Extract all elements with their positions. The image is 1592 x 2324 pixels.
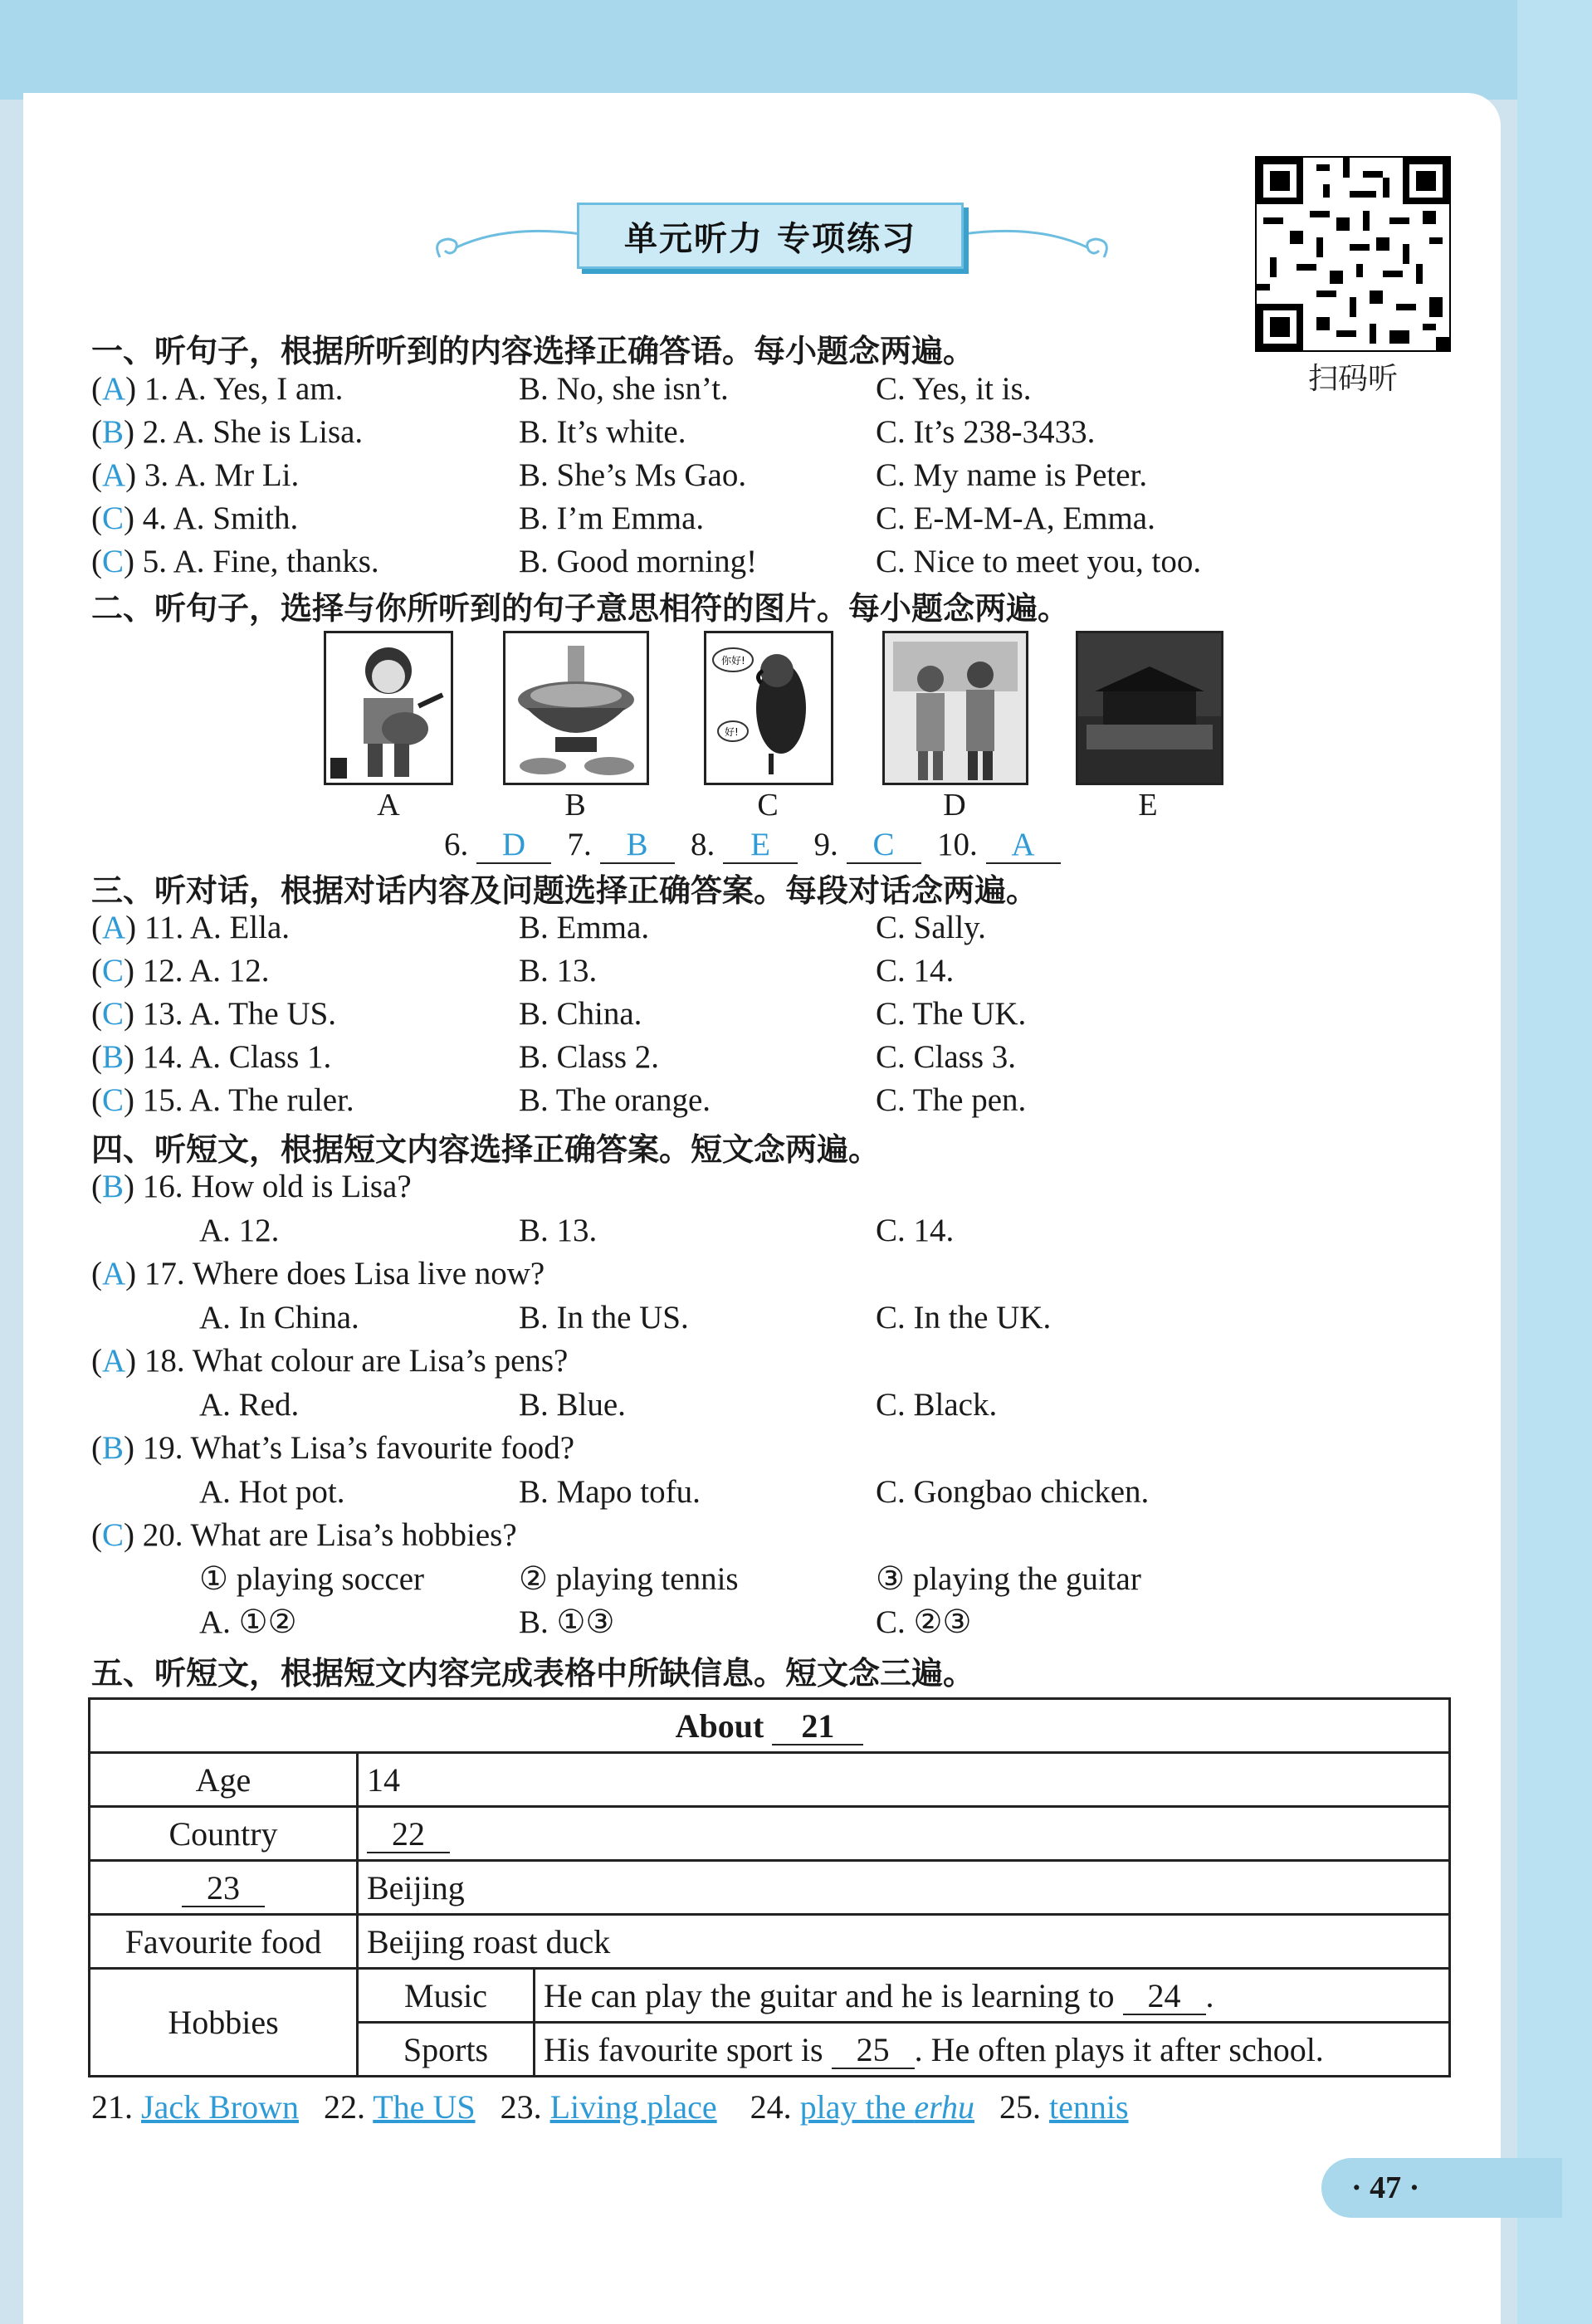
blank-25[interactable]: 25 <box>832 2033 915 2069</box>
music-cell <box>535 1969 1450 2023</box>
answer-choice[interactable]: A <box>102 910 126 945</box>
option-b: B. In the US. <box>519 1300 689 1335</box>
answer-choice[interactable]: A <box>102 1343 126 1379</box>
question-text: 18. What colour are Lisa’s pens? <box>144 1343 569 1379</box>
answer-choice[interactable]: C <box>102 1082 125 1118</box>
q7-number: 7. <box>567 827 592 862</box>
option-c: C. The pen. <box>876 1082 1027 1118</box>
option-c: C. Class 3. <box>876 1039 1017 1075</box>
q8-number: 8. <box>691 827 715 862</box>
picture-label-b: B <box>564 788 586 823</box>
q8-answer[interactable]: E <box>723 828 798 864</box>
a25-answer[interactable]: tennis <box>1048 2088 1129 2126</box>
option-a: 1. A. Yes, I am. <box>144 371 344 407</box>
picture-a-guitar-boy <box>324 631 453 785</box>
a22-answer[interactable]: The US <box>373 2088 476 2126</box>
q20-answer[interactable]: C <box>102 1517 125 1553</box>
section-5-answers <box>91 2087 1129 2126</box>
option-b: B. Emma. <box>519 910 650 945</box>
bubble-2-text: 好! <box>725 726 739 738</box>
option-a: 14. A. Class 1. <box>142 1039 332 1075</box>
picture-d-two-people <box>882 631 1028 785</box>
q20-hobby-2: ② playing tennis <box>519 1561 739 1597</box>
question-stem: (C) 15. A. The ruler. <box>91 1082 354 1118</box>
option-b: B. Blue. <box>519 1387 626 1423</box>
place-value: Beijing <box>358 1861 1450 1915</box>
option-b: B. She’s Ms Gao. <box>519 457 747 493</box>
section-5-heading: 五、听短文，根据短文内容完成表格中所缺信息。短文念三遍。 <box>91 1655 975 1692</box>
option-b: B. It’s white. <box>519 414 686 450</box>
a22-number: 22. <box>323 2088 365 2126</box>
answer-choice[interactable]: C <box>102 500 125 536</box>
option-a: A. Red. <box>199 1387 300 1423</box>
q20-hobby-1: ① playing soccer <box>199 1561 425 1597</box>
music-text-2: . <box>1205 1976 1214 2014</box>
question-stem: (A) 3. A. Mr Li. <box>91 457 300 493</box>
country-cell <box>358 1807 1450 1861</box>
option-b: B. Class 2. <box>519 1039 660 1075</box>
a21-number: 21. <box>91 2088 133 2126</box>
a24-answer-italic: erhu <box>914 2088 974 2126</box>
blank-21[interactable]: 21 <box>772 1709 863 1745</box>
question-stem: (B) 16. How old is Lisa? <box>91 1169 412 1204</box>
q6-number: 6. <box>444 827 469 862</box>
blank-24[interactable]: 24 <box>1123 1979 1206 2015</box>
option-c: C. The UK. <box>876 996 1027 1032</box>
answer-choice[interactable]: C <box>102 544 125 579</box>
question-stem: (C) 4. A. Smith. <box>91 500 299 536</box>
answer-choice[interactable]: C <box>102 996 125 1032</box>
q20-option-b: B. ①③ <box>519 1604 615 1640</box>
sports-label: Sports <box>358 2023 535 2077</box>
answer-choice[interactable]: C <box>102 953 125 989</box>
q20-option-c: C. ②③ <box>876 1604 972 1640</box>
option-a: 15. A. The ruler. <box>142 1082 354 1118</box>
option-c: C. Nice to meet you, too. <box>876 544 1202 579</box>
q10-answer[interactable]: A <box>986 828 1061 864</box>
section-2-heading: 二、听句子，选择与你所听到的句子意思相符的图片。每小题念两遍。 <box>91 590 1070 627</box>
option-a: 12. A. 12. <box>142 953 270 989</box>
country-label: Country <box>90 1807 358 1861</box>
a23-number: 23. <box>500 2088 542 2126</box>
option-a: 11. A. Ella. <box>144 910 291 945</box>
q9-number: 9. <box>813 827 838 862</box>
q6-answer[interactable]: D <box>476 828 551 864</box>
info-table <box>88 1697 1451 2077</box>
picture-e-tiananmen <box>1076 631 1223 785</box>
picture-label-e: E <box>1138 788 1158 823</box>
q20-text: 20. What are Lisa’s hobbies? <box>142 1517 517 1553</box>
picture-label-d: D <box>943 788 966 823</box>
option-c: C. 14. <box>876 953 955 989</box>
question-text: 17. Where does Lisa live now? <box>144 1256 545 1291</box>
option-a: 5. A. Fine, thanks. <box>142 544 379 579</box>
qr-label: 扫码听 <box>1307 362 1398 396</box>
option-c: C. Yes, it is. <box>876 371 1032 407</box>
question-stem: (B) 2. A. She is Lisa. <box>91 414 364 450</box>
option-b: B. China. <box>519 996 642 1032</box>
option-a: A. In China. <box>199 1300 359 1335</box>
question-text: 19. What’s Lisa’s favourite food? <box>142 1430 575 1466</box>
option-a: A. Hot pot. <box>199 1474 345 1510</box>
bubble-1-text: 你好! <box>721 655 745 666</box>
answer-choice[interactable]: A <box>102 1256 126 1291</box>
option-b: B. I’m Emma. <box>519 500 705 536</box>
age-value: 14 <box>358 1753 1450 1807</box>
q20-hobby-3: ③ playing the guitar <box>876 1561 1141 1597</box>
sports-text-2: . He often plays it after school. <box>914 2030 1324 2068</box>
question-stem: (B) 19. What’s Lisa’s favourite food? <box>91 1430 575 1466</box>
right-color-band <box>1517 0 1592 2324</box>
question-stem: (A) 1. A. Yes, I am. <box>91 371 344 407</box>
food-value: Beijing roast duck <box>358 1915 1450 1969</box>
section-banner-title: 单元听力 专项练习 <box>577 203 964 269</box>
question-stem: (C) 13. A. The US. <box>91 996 337 1032</box>
picture-label-c: C <box>757 788 779 823</box>
option-c: C. My name is Peter. <box>876 457 1148 493</box>
a24-number: 24. <box>750 2088 792 2126</box>
food-label: Favourite food <box>90 1915 358 1969</box>
blank-22[interactable]: 22 <box>367 1817 450 1853</box>
age-label: Age <box>90 1753 358 1807</box>
a23-answer[interactable]: Living place <box>549 2088 717 2126</box>
place-label-cell <box>90 1861 358 1915</box>
a21-answer[interactable]: Jack Brown <box>141 2088 299 2126</box>
q20-option-a: A. ①② <box>199 1604 297 1640</box>
option-c: C. Gongbao chicken. <box>876 1474 1150 1510</box>
section-2-answer-line <box>444 826 1061 864</box>
table-title-prefix: About <box>675 1706 764 1745</box>
question-stem: (A) 18. What colour are Lisa’s pens? <box>91 1343 569 1379</box>
qr-code[interactable] <box>1255 156 1451 352</box>
option-a: 3. A. Mr Li. <box>144 457 300 493</box>
option-b: B. 13. <box>519 1213 598 1248</box>
q7-answer[interactable]: B <box>600 828 675 864</box>
picture-label-a: A <box>377 788 400 823</box>
answer-choice[interactable]: B <box>102 414 125 450</box>
option-b: B. 13. <box>519 953 598 989</box>
table-title <box>90 1699 1450 1753</box>
top-color-band <box>0 0 1592 100</box>
section-1-heading: 一、听句子，根据所听到的内容选择正确答语。每小题念两遍。 <box>91 333 975 369</box>
a25-number: 25. <box>999 2088 1041 2126</box>
option-b: B. No, she isn’t. <box>519 371 729 407</box>
a24-answer[interactable] <box>800 2088 974 2126</box>
option-c: C. It’s 238-3433. <box>876 414 1096 450</box>
q9-answer[interactable]: C <box>847 828 921 864</box>
question-text: 16. How old is Lisa? <box>142 1169 412 1204</box>
blank-23[interactable]: 23 <box>182 1871 265 1907</box>
option-c: C. In the UK. <box>876 1300 1052 1335</box>
option-a: A. 12. <box>199 1213 280 1248</box>
option-a: 13. A. The US. <box>142 996 337 1032</box>
music-text-1: He can play the guitar and he is learning to <box>544 1976 1115 2014</box>
music-label: Music <box>358 1969 535 2023</box>
question-stem: (B) 14. A. Class 1. <box>91 1039 332 1075</box>
option-b: B. Good morning! <box>519 544 758 579</box>
option-a: 2. A. She is Lisa. <box>142 414 364 450</box>
a24-answer-main: play the <box>799 2088 915 2126</box>
option-c: C. E-M-M-A, Emma. <box>876 500 1155 536</box>
qr-code-icon <box>1257 158 1449 350</box>
picture-b-hot-pot <box>503 631 649 785</box>
answer-choice[interactable]: A <box>102 371 126 407</box>
page-number: · 47 · <box>1321 2158 1562 2218</box>
section-3-heading: 三、听对话，根据对话内容及问题选择正确答案。每段对话念两遍。 <box>91 872 1038 909</box>
option-a: 4. A. Smith. <box>142 500 299 536</box>
answer-choice[interactable]: A <box>102 457 126 493</box>
q10-number: 10. <box>937 827 978 862</box>
section-4-heading: 四、听短文，根据短文内容选择正确答案。短文念两遍。 <box>91 1131 881 1168</box>
answer-choice[interactable]: B <box>102 1039 125 1075</box>
question-stem: (C) 12. A. 12. <box>91 953 270 989</box>
question-stem: (A) 11. A. Ella. <box>91 910 291 945</box>
option-c: C. Sally. <box>876 910 986 945</box>
option-b: B. Mapo tofu. <box>519 1474 701 1510</box>
answer-choice[interactable]: B <box>102 1169 125 1204</box>
sports-cell <box>535 2023 1450 2077</box>
question-stem: (A) 17. Where does Lisa live now? <box>91 1256 545 1291</box>
answer-choice[interactable]: B <box>102 1430 125 1466</box>
hobbies-label: Hobbies <box>90 1969 358 2077</box>
picture-c-parrot <box>704 631 833 785</box>
q20-question: (C) 20. What are Lisa’s hobbies? <box>91 1517 517 1553</box>
question-stem: (C) 5. A. Fine, thanks. <box>91 544 379 579</box>
sports-text-1: His favourite sport is <box>544 2030 823 2068</box>
option-c: C. Black. <box>876 1387 998 1423</box>
option-c: C. 14. <box>876 1213 955 1248</box>
option-b: B. The orange. <box>519 1082 711 1118</box>
